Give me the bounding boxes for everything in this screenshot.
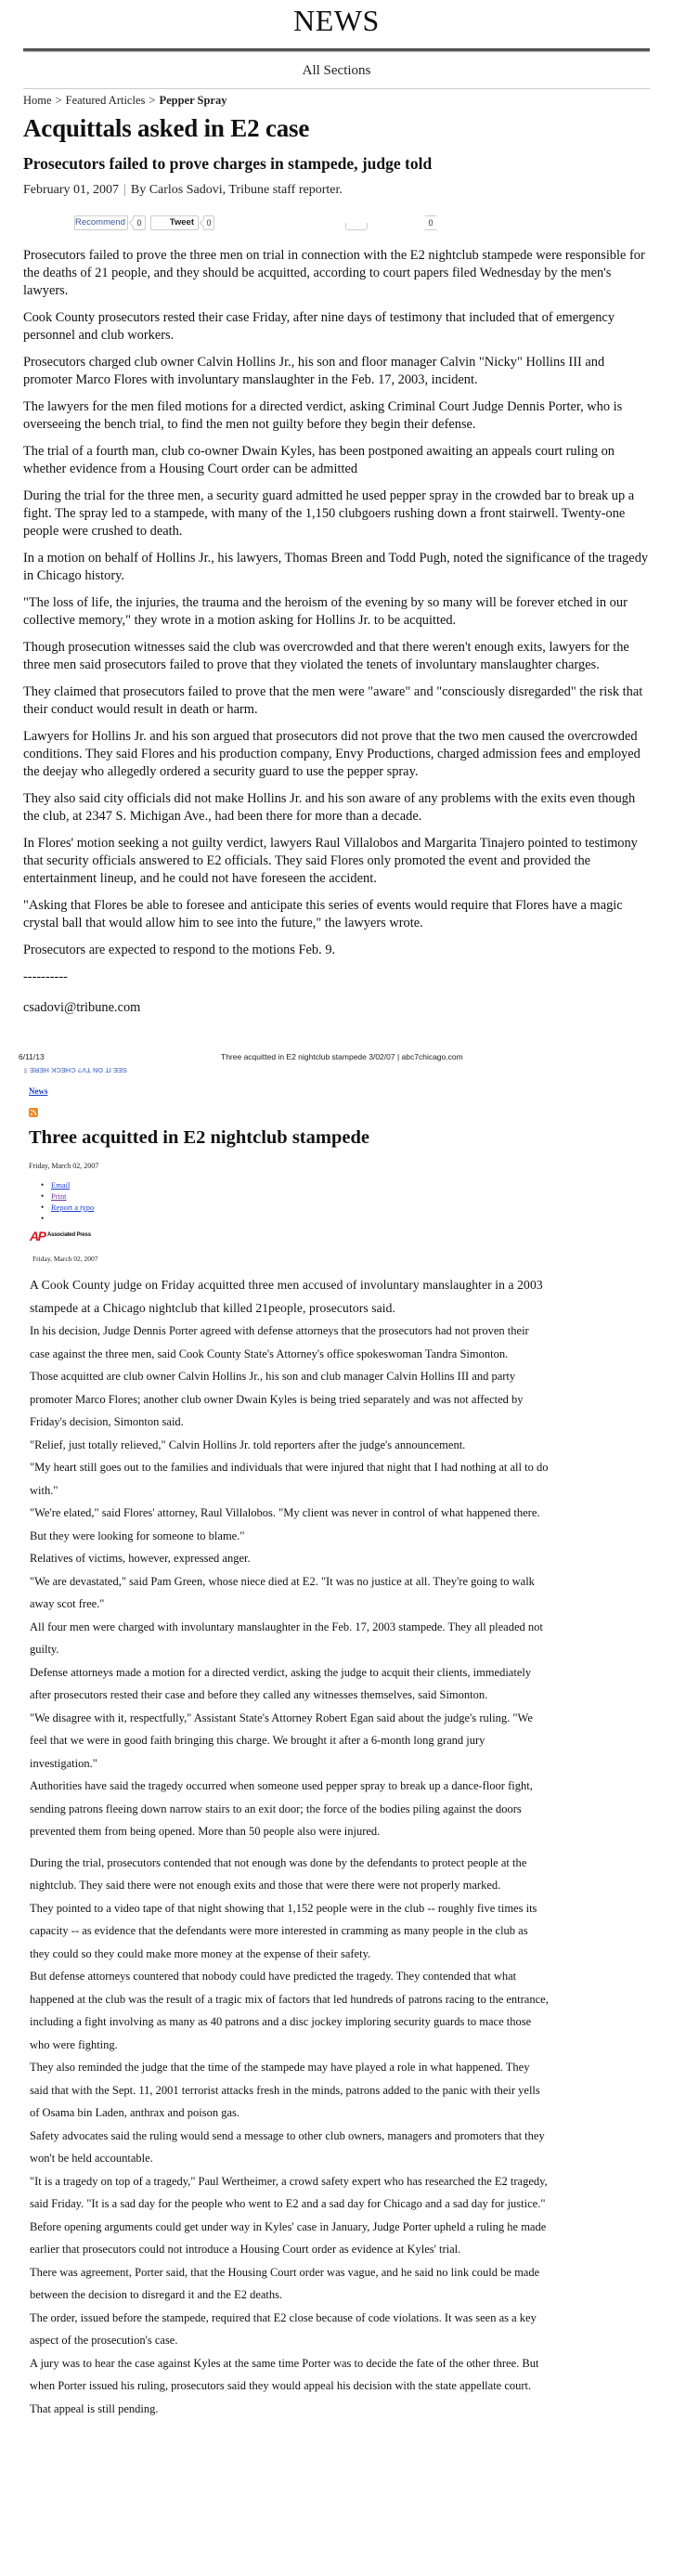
abc-paragraph: "We disagree with it, respectfully," Assistant State's Attorney Robert Egan said about the judge's ruling. "We feel that we were in good faith bringing this charge. We brought it after a 6-month long grand jury investigation." xyxy=(30,1711,533,1770)
breadcrumb-separator: > xyxy=(149,94,156,107)
article-dateline xyxy=(23,183,343,198)
breadcrumb xyxy=(23,94,226,108)
article-headline: Acquittals asked in E2 case xyxy=(23,114,310,142)
article-paragraph: In Flores' motion seeking a not guilty verdict, lawyers Raul Villalobos and Margarita Tinajero pointed to testimony that security officials answered to E2 officials. They said Flores only promoted the event and provided the entertainment lineup, and he could not have foreseen the accident. xyxy=(23,836,638,886)
abc-article-headline: Three acquitted in E2 nightclub stampede xyxy=(29,1127,369,1148)
breadcrumb-home[interactable]: Home xyxy=(23,94,52,107)
recommend-count: 0 xyxy=(133,215,146,230)
sections-divider xyxy=(23,88,650,89)
abc-paragraph: In his decision, Judge Dennis Porter agreed with defense attorneys that the prosecutors had not proven their case against the three men, said Cook County State's Attorney's office spokeswoman Tandra Simonton. xyxy=(30,1324,529,1360)
article-paragraph: Prosecutors failed to prove the three men on trial in connection with the E2 nightclub stampede were responsible for the deaths of 21 people, and they should be acquitted, according to court papers filed Wednesday by the men's lawyers. xyxy=(23,248,645,298)
abc-article-date-top: Friday, March 02, 2007 xyxy=(29,1162,99,1170)
email-link[interactable]: Email xyxy=(51,1180,71,1190)
article-paragraph: The trial of a fourth man, club co-owner Dwain Kyles, has been postponed awaiting an appeals court ruling on whether evidence from a Housing Court order can be admitted xyxy=(23,444,615,476)
tool-item-email xyxy=(51,1179,94,1190)
tool-item-print xyxy=(51,1190,94,1202)
abc-paragraph: Safety advocates said the ruling would send a message to other club owners, managers and promoters that they won't be held accountable. xyxy=(30,2128,545,2165)
abc-paragraph: Relatives of victims, however, expressed anger. xyxy=(30,1552,251,1565)
article-paragraph: "The loss of life, the injuries, the trauma and the heroism of the evening by so many will be forever etched in our collective memory," they wrote in a motion asking for Hollins Jr. to be acquitted. xyxy=(23,595,628,628)
ap-logo-text: Associated Press xyxy=(47,1232,91,1238)
abc-paragraph: Authorities have said the tragedy occurred when someone used pepper spray to break up a dance-floor fight, sending patrons fleeing down narrow stairs to an exit door; the force of the bodies piling against the doors prevented them from being opened. More than 50 people also were injured. xyxy=(30,1779,533,1838)
author-email[interactable]: csadovi@tribune.com xyxy=(23,1000,141,1015)
abc-article-body xyxy=(30,1274,550,2420)
report-typo-link[interactable]: Report a typo xyxy=(51,1203,95,1212)
article-paragraph: During the trial for the three men, a security guard admitted he used pepper spray in the crowded bar to break up a fight. The spray led to a stampede, with many of the 1,150 clubgoers rushing down a front stairwell. Twenty-one people were crushed to death. xyxy=(23,488,635,539)
news-section-link[interactable]: News xyxy=(29,1086,48,1096)
breadcrumb-pepper-spray[interactable]: Pepper Spray xyxy=(159,94,227,107)
masthead-divider xyxy=(23,48,650,51)
article-subhead: Prosecutors failed to prove charges in stampede, judge told xyxy=(23,154,433,173)
abc-lead-paragraph: A Cook County judge on Friday acquitted three men accused of involuntary manslaughter in a 2003 stampede at a Chicago nightclub that killed 21people, prosecutors said. xyxy=(30,1278,543,1315)
article-paragraph: "Asking that Flores be able to foresee and anticipate this series of events would require that Flores have a magic crystal ball that would allow him to see into the future," the lawyers wrote. xyxy=(23,898,623,930)
mirrored-bar xyxy=(24,1068,27,1073)
article-paragraph: They also said city officials did not make Hollins Jr. and his son aware of any problems with the exits even though the club, at 2347 S. Michigan Ave., had been there for more than a decade. xyxy=(23,791,636,824)
all-sections-menu[interactable]: All Sections xyxy=(302,63,371,78)
article-paragraph: They claimed that prosecutors failed to prove that the men were "aware" and "consciously disregarded" the risk that their conduct would result in death or harm. xyxy=(23,684,643,717)
abc-paragraph: "Relief, just totally relieved," Calvin Hollins Jr. told reporters after the judge's announcement. xyxy=(30,1438,466,1451)
breadcrumb-featured-articles[interactable]: Featured Articles xyxy=(65,94,146,107)
site-masthead[interactable]: NEWS xyxy=(293,4,380,37)
facebook-recommend-button[interactable]: Recommend xyxy=(74,215,128,230)
abc-paragraph: Before opening arguments could get under way in Kyles' case in January, Judge Porter upheld a ruling he made earlier that prosecutors could not introduce a Housing Court order as evidence at Kyles' trial. xyxy=(30,2219,547,2256)
social-share-bar xyxy=(74,215,446,234)
article-tools-list xyxy=(51,1179,94,1224)
tweet-count: 0 xyxy=(203,215,214,230)
ap-logo-icon: AP xyxy=(30,1229,45,1243)
abc-paragraph: During the trial, prosecutors contended that not enough was done by the defendants to protect people at the nightclub. They said there were not enough exits and those that were there were not properly marked. xyxy=(30,1855,527,1892)
breadcrumb-separator: > xyxy=(55,94,62,107)
tool-item-report-typo xyxy=(51,1202,94,1213)
abc-paragraph: A jury was to hear the case against Kyles at the same time Porter was to decide the fate of the other three. But when Porter issued his ruling, prosecutors said they would appeal his decision with the state appellate court. That appeal is still pending. xyxy=(30,2356,539,2415)
tweet-button[interactable]: Tweet xyxy=(150,215,199,230)
share-button[interactable] xyxy=(345,223,368,230)
abc-paragraph: They pointed to a video tape of that night showing that 1,152 people were in the club -- roughly five times its capacity -- as evidence that the defendants were more interested in cramming as many people in the club as they could so they could make more money at the expense of their safety. xyxy=(30,1901,537,1960)
abc-paragraph: But defense attorneys countered that nobody could have predicted the tragedy. They contended that what happened at the club was the result of a tragic mix of factors that led hundreds of patrons racing to the entrance, including a fight involving as many as 40 patrons and a disc jockey imploring security guards to mace those who were fighting. xyxy=(30,1970,549,2051)
abc-paragraph: All four men were charged with involuntary manslaughter in the Feb. 17, 2003 stampede. They all pleaded not guilty. xyxy=(30,1620,543,1656)
article-paragraph: Prosecutors are expected to respond to the motions Feb. 9. xyxy=(23,943,336,957)
abc-paragraph: "My heart still goes out to the families and individuals that were injured that night that I had nothing at all to do with." xyxy=(30,1461,549,1497)
abc-paragraph: The order, issued before the stampede, required that E2 close because of code violations. It was seen as a key aspect of the prosecution's case. xyxy=(30,2310,537,2347)
abc-paragraph: Defense attorneys made a motion for a directed verdict, asking the judge to acquit their clients, immediately after prosecutors rested their case and before they called any witnesses themselves, said Simonton. xyxy=(30,1665,532,1701)
article-paragraph: The lawyers for the men filed motions for a directed verdict, asking Criminal Court Judge Dennis Porter, who is overseeing the bench trial, to find the men not guilty before they begin their defense. xyxy=(23,399,623,432)
abc-paragraph: They also reminded the judge that the time of the stampede may have played a role in what happened. They said that with the Sept. 11, 2001 terrorist attacks fresh in the minds, patrons added to the panic with their yells of Osama bin Laden, anthrax and poison gas. xyxy=(30,2061,540,2119)
abc-paragraph: There was agreement, Porter said, that the Housing Court order was vague, and he said no link could be made between the decision to disregard it and the E2 deaths. xyxy=(30,2265,540,2301)
abc-article-date: Friday, March 02, 2007 xyxy=(32,1255,98,1263)
tool-item-empty xyxy=(51,1213,94,1224)
abc-paragraph: "It is a tragedy on top of a tragedy," Paul Wertheimer, a crowd safety expert who has researched the E2 tragedy, said Friday. "It is a sad day for the people who went to E2 and a sad day for Chicago and a sad day for justice." xyxy=(30,2174,548,2210)
article-byline: By Carlos Sadovi, Tribune staff reporter. xyxy=(130,183,343,197)
abc-paragraph: "We are devastated," said Pam Green, whose niece died at E2. "It was no justice at all. They're going to walk away scot free." xyxy=(30,1574,535,1610)
rss-icon[interactable] xyxy=(29,1108,38,1117)
dateline-divider: | xyxy=(123,183,126,197)
article-paragraph: Though prosecution witnesses said the club was overcrowded and that there weren't enough exits, lawyers for the three men said prosecutors failed to prove that they violated the tenets of involuntary manslaughter charges. xyxy=(23,640,629,672)
abc-paragraph: Those acquitted are club owner Calvin Hollins Jr., his son and club manager Calvin Hollins III and party promoter Marco Flores; another club owner Dwain Kyles is being tried separately and was not affected by Friday's decision, Simonton said. xyxy=(30,1370,524,1428)
print-date: 6/11/13 xyxy=(19,1052,45,1061)
article-paragraph: Prosecutors charged club owner Calvin Hollins Jr., his son and floor manager Calvin "Nicky" Hollins III and promoter Marco Flores with involuntary manslaughter in the Feb. 17, 2003, incident. xyxy=(23,355,605,387)
article-body xyxy=(23,247,654,1026)
article-paragraph: Cook County prosecutors rested their case Friday, after nine days of testimony that included that of emergency personnel and club workers. xyxy=(23,310,615,343)
share-count: 0 xyxy=(424,215,437,230)
signoff-divider: ---------- xyxy=(23,969,68,984)
abc-paragraph: "We're elated," said Flores' attorney, Raul Villalobos. "My client was never in control of what happened there. But they were looking for someone to blame." xyxy=(30,1506,540,1542)
article-paragraph: Lawyers for Hollins Jr. and his son argued that prosecutors did not prove that the two men caused the overcrowded conditions. They said Flores and his production company, Envy Productions, charged admission fees and employed the deejay who allegedly ordered a security guard to use the pepper spray. xyxy=(23,729,641,779)
see-it-on-tv-link[interactable]: SEE IT ON TV? CHECK HERE xyxy=(30,1066,128,1074)
print-link[interactable]: Print xyxy=(51,1191,67,1201)
article-date: February 01, 2007 xyxy=(23,183,120,197)
article-paragraph: In a motion on behalf of Hollins Jr., his lawyers, Thomas Breen and Todd Pugh, noted the significance of the tragedy in Chicago history. xyxy=(23,551,649,583)
print-page-title: Three acquitted in E2 nightclub stampede 3/02/07 | abc7chicago.com xyxy=(221,1052,463,1061)
